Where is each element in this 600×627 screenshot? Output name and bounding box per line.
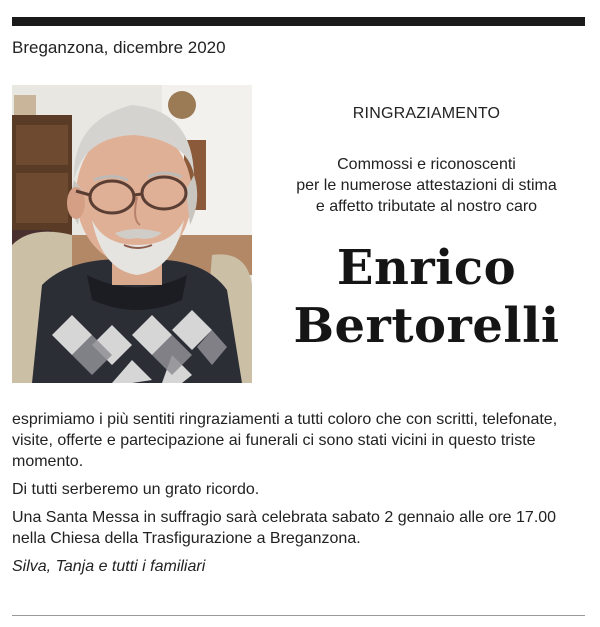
intro-line: e affetto tributate al nostro caro bbox=[315, 198, 538, 215]
portrait-photo bbox=[12, 85, 252, 383]
top-rule bbox=[12, 17, 585, 26]
mass-paragraph: Una Santa Messa in suffragio sarà celebrata sabato 2 gennaio alle ore 17.00 nella Chiesa della Trasfigurazione a Breganzona. bbox=[12, 509, 557, 547]
thanks-paragraph: esprimiamo i più sentiti ringraziamenti a tutti coloro che con scritti, telefonate, visite, offerte e partecipazione ai funerali ci sono stati vicini in questo triste momento. bbox=[12, 411, 558, 470]
body-text bbox=[12, 409, 590, 584]
intro-text bbox=[268, 154, 585, 217]
signature: Silva, Tanja e tutti i familiari bbox=[12, 558, 206, 575]
right-column bbox=[268, 104, 585, 355]
deceased-name bbox=[268, 239, 585, 355]
bottom-rule bbox=[12, 615, 585, 616]
remembrance-paragraph: Di tutti serberemo un grato ricordo. bbox=[12, 481, 260, 498]
intro-line: per le numerose attestazioni di stima bbox=[296, 177, 557, 194]
place-date: Breganzona, dicembre 2020 bbox=[12, 38, 226, 57]
first-name: Enrico bbox=[336, 240, 517, 296]
intro-line: Commossi e riconoscenti bbox=[337, 156, 516, 173]
notice-heading: RINGRAZIAMENTO bbox=[352, 105, 501, 122]
last-name: Bertorelli bbox=[293, 298, 560, 354]
